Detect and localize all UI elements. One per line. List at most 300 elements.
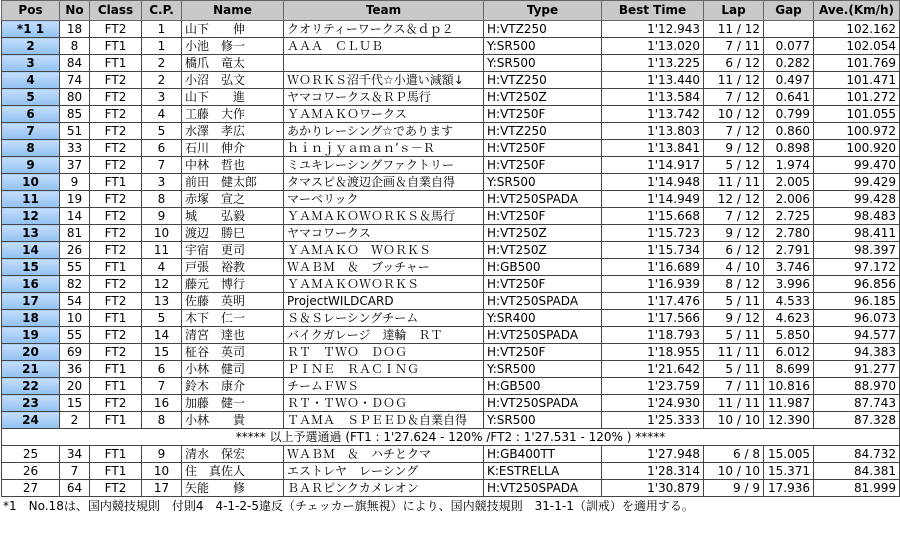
cell-ave: 101.471 <box>814 72 900 89</box>
table-row <box>2 72 900 89</box>
cell-lap: 7 / 12 <box>704 208 764 225</box>
cell-lap: 7 / 12 <box>704 123 764 140</box>
cell-type: Y:SR500 <box>484 55 602 72</box>
cell-pos: 10 <box>2 174 60 191</box>
table-row <box>2 327 900 344</box>
cell-no: 18 <box>60 21 90 38</box>
cell-team: ＴＡＭＡ ＳＰＥＥＤ＆自業自得 <box>284 412 484 429</box>
cell-team: Ｓ＆Ｓレーシングチーム <box>284 310 484 327</box>
cell-best-time: 1'13.742 <box>602 106 704 123</box>
table-row <box>2 361 900 378</box>
cell-best-time: 1'13.225 <box>602 55 704 72</box>
cell-team: ＷＯＲＫＳ沼千代☆小遣い減額↓ <box>284 72 484 89</box>
cell-type: H:VT250SPADA <box>484 191 602 208</box>
cell-pos: 5 <box>2 89 60 106</box>
cell-ave: 94.577 <box>814 327 900 344</box>
cell-cp: 14 <box>142 327 182 344</box>
cell-cp: 10 <box>142 463 182 480</box>
cell-class: FT1 <box>90 38 142 55</box>
cell-ave: 102.054 <box>814 38 900 55</box>
cell-best-time: 1'17.566 <box>602 310 704 327</box>
cell-name: 戸張 裕教 <box>182 259 284 276</box>
cell-best-time: 1'13.584 <box>602 89 704 106</box>
cell-type: H:GB400TT <box>484 446 602 463</box>
qualifying-cutoff-row <box>2 429 900 446</box>
header-team: Team <box>284 1 484 21</box>
cell-no: 33 <box>60 140 90 157</box>
cell-team: ＷＡＢＭ ＆ ハチとクマ <box>284 446 484 463</box>
cell-class: FT2 <box>90 106 142 123</box>
cell-ave: 98.411 <box>814 225 900 242</box>
cell-gap: 10.816 <box>764 378 814 395</box>
cell-no: 37 <box>60 157 90 174</box>
cell-class: FT2 <box>90 208 142 225</box>
cell-class: FT2 <box>90 276 142 293</box>
cell-class: FT2 <box>90 21 142 38</box>
cell-ave: 99.428 <box>814 191 900 208</box>
cell-name: 加藤 健一 <box>182 395 284 412</box>
cell-team: ＲＴ・ＴＷＯ・ＤＯＧ <box>284 395 484 412</box>
cell-gap: 4.533 <box>764 293 814 310</box>
cell-type: H:VT250F <box>484 157 602 174</box>
cell-cp: 2 <box>142 72 182 89</box>
table-row <box>2 89 900 106</box>
cell-type: Y:SR500 <box>484 412 602 429</box>
cell-type: H:GB500 <box>484 259 602 276</box>
cell-cp: 7 <box>142 157 182 174</box>
header-name: Name <box>182 1 284 21</box>
cell-class: FT1 <box>90 463 142 480</box>
cell-no: 8 <box>60 38 90 55</box>
cell-lap: 11 / 11 <box>704 344 764 361</box>
cell-no: 19 <box>60 191 90 208</box>
cell-best-time: 1'18.955 <box>602 344 704 361</box>
cell-team: マーベリック <box>284 191 484 208</box>
cell-pos: 8 <box>2 140 60 157</box>
cell-lap: 10 / 12 <box>704 106 764 123</box>
cell-team: ｈｉｎｊｙａｍａｎ’ｓ－Ｒ <box>284 140 484 157</box>
table-row <box>2 463 900 480</box>
cell-class: FT2 <box>90 123 142 140</box>
cell-class: FT2 <box>90 242 142 259</box>
cell-cp: 3 <box>142 174 182 191</box>
cell-type: Y:SR500 <box>484 361 602 378</box>
cell-gap: 0.077 <box>764 38 814 55</box>
cell-best-time: 1'17.476 <box>602 293 704 310</box>
header-ave: Ave.(Km/h) <box>814 1 900 21</box>
cell-team: ＡＡＡ ＣＬＵＢ <box>284 38 484 55</box>
cell-best-time: 1'16.939 <box>602 276 704 293</box>
table-row <box>2 446 900 463</box>
cell-cp: 13 <box>142 293 182 310</box>
cell-cp: 12 <box>142 276 182 293</box>
cell-lap: 7 / 11 <box>704 38 764 55</box>
cell-team: あかりレーシング☆であります <box>284 123 484 140</box>
cell-type: H:VT250SPADA <box>484 293 602 310</box>
cell-lap: 10 / 10 <box>704 412 764 429</box>
cell-lap: 5 / 11 <box>704 361 764 378</box>
table-row <box>2 276 900 293</box>
cell-pos: *1 1 <box>2 21 60 38</box>
cell-ave: 91.277 <box>814 361 900 378</box>
cell-class: FT1 <box>90 412 142 429</box>
cell-no: 51 <box>60 123 90 140</box>
cell-name: 山下 伸 <box>182 21 284 38</box>
cell-name: 水澤 孝広 <box>182 123 284 140</box>
cell-type: Y:SR500 <box>484 38 602 55</box>
cell-best-time: 1'14.949 <box>602 191 704 208</box>
cell-ave: 102.162 <box>814 21 900 38</box>
cell-gap: 6.012 <box>764 344 814 361</box>
table-row <box>2 140 900 157</box>
cell-gap: 3.996 <box>764 276 814 293</box>
qualifying-cutoff-text: ***** 以上予選通過 (FT1 : 1'27.624 - 120% /FT2 : 1'27.531 - 120% ) ***** <box>2 429 900 446</box>
cell-class: FT1 <box>90 446 142 463</box>
cell-cp: 6 <box>142 361 182 378</box>
cell-type: H:VT250Z <box>484 89 602 106</box>
cell-best-time: 1'15.668 <box>602 208 704 225</box>
cell-no: 2 <box>60 412 90 429</box>
cell-type: H:VT250F <box>484 140 602 157</box>
cell-ave: 84.732 <box>814 446 900 463</box>
cell-name: 清宮 達也 <box>182 327 284 344</box>
cell-gap <box>764 21 814 38</box>
table-row <box>2 480 900 497</box>
cell-cp: 11 <box>142 242 182 259</box>
cell-type: H:VT250SPADA <box>484 327 602 344</box>
cell-class: FT1 <box>90 55 142 72</box>
cell-gap: 0.799 <box>764 106 814 123</box>
cell-pos: 14 <box>2 242 60 259</box>
cell-pos: 7 <box>2 123 60 140</box>
cell-team: ヤマコワークス <box>284 225 484 242</box>
cell-type: H:VT250SPADA <box>484 395 602 412</box>
cell-no: 10 <box>60 310 90 327</box>
cell-type: Y:SR400 <box>484 310 602 327</box>
cell-cp: 4 <box>142 259 182 276</box>
cell-best-time: 1'23.759 <box>602 378 704 395</box>
cell-ave: 81.999 <box>814 480 900 497</box>
cell-type: H:VT250Z <box>484 242 602 259</box>
cell-ave: 96.073 <box>814 310 900 327</box>
cell-best-time: 1'21.642 <box>602 361 704 378</box>
cell-type: H:VTZ250 <box>484 123 602 140</box>
table-row <box>2 106 900 123</box>
cell-best-time: 1'18.793 <box>602 327 704 344</box>
cell-pos: 21 <box>2 361 60 378</box>
cell-class: FT1 <box>90 361 142 378</box>
table-row <box>2 225 900 242</box>
cell-team: ＷＡＢＭ ＆ ブッチャー <box>284 259 484 276</box>
cell-lap: 7 / 12 <box>704 89 764 106</box>
cell-lap: 5 / 11 <box>704 327 764 344</box>
cell-name: 住 真佐人 <box>182 463 284 480</box>
cell-ave: 101.055 <box>814 106 900 123</box>
results-sheet <box>1 0 899 515</box>
cell-name: 赤塚 宣之 <box>182 191 284 208</box>
cell-type: H:GB500 <box>484 378 602 395</box>
cell-name: 藤元 博行 <box>182 276 284 293</box>
cell-lap: 11 / 12 <box>704 21 764 38</box>
table-row <box>2 157 900 174</box>
cell-lap: 5 / 12 <box>704 157 764 174</box>
cell-best-time: 1'15.734 <box>602 242 704 259</box>
cell-no: 15 <box>60 395 90 412</box>
table-row <box>2 242 900 259</box>
cell-pos: 27 <box>2 480 60 497</box>
cell-pos: 18 <box>2 310 60 327</box>
cell-name: 木下 仁一 <box>182 310 284 327</box>
cell-lap: 9 / 12 <box>704 310 764 327</box>
footnote: *1 No.18は、国内競技規則 付則4 4-1-2-5違反（チェッカー旗無視）により、国内競技規則 31-1-1（訓戒）を適用する。 <box>3 499 694 513</box>
cell-no: 55 <box>60 327 90 344</box>
cell-class: FT2 <box>90 157 142 174</box>
header-class: Class <box>90 1 142 21</box>
cell-pos: 22 <box>2 378 60 395</box>
cell-gap: 5.850 <box>764 327 814 344</box>
cell-team: ＰＩＮＥ ＲＡＣＩＮＧ <box>284 361 484 378</box>
cell-best-time: 1'24.930 <box>602 395 704 412</box>
cell-lap: 10 / 10 <box>704 463 764 480</box>
cell-gap: 0.860 <box>764 123 814 140</box>
cell-pos: 24 <box>2 412 60 429</box>
cell-cp: 1 <box>142 21 182 38</box>
cell-type: K:ESTRELLA <box>484 463 602 480</box>
cell-pos: 13 <box>2 225 60 242</box>
cell-type: H:VTZ250 <box>484 72 602 89</box>
cell-gap: 17.936 <box>764 480 814 497</box>
cell-team: エストレヤ レーシング <box>284 463 484 480</box>
cell-team: ＹＡＭＡＫＯＷＯＲＫＳ <box>284 276 484 293</box>
cell-no: 34 <box>60 446 90 463</box>
cell-lap: 6 / 12 <box>704 55 764 72</box>
cell-best-time: 1'30.879 <box>602 480 704 497</box>
header-no: No <box>60 1 90 21</box>
cell-lap: 6 / 12 <box>704 242 764 259</box>
cell-class: FT1 <box>90 310 142 327</box>
cell-team: ＹＡＭＡＫＯＷＯＲＫＳ＆馬行 <box>284 208 484 225</box>
cell-name: 山下 進 <box>182 89 284 106</box>
cell-no: 20 <box>60 378 90 395</box>
cell-type: H:VT250F <box>484 208 602 225</box>
cell-name: 小林 健司 <box>182 361 284 378</box>
table-row <box>2 412 900 429</box>
cell-pos: 15 <box>2 259 60 276</box>
cell-best-time: 1'13.803 <box>602 123 704 140</box>
cell-type: H:VTZ250 <box>484 21 602 38</box>
table-row <box>2 208 900 225</box>
header-gap: Gap <box>764 1 814 21</box>
cell-cp: 8 <box>142 412 182 429</box>
cell-ave: 87.743 <box>814 395 900 412</box>
cell-best-time: 1'28.314 <box>602 463 704 480</box>
cell-best-time: 1'13.020 <box>602 38 704 55</box>
cell-no: 80 <box>60 89 90 106</box>
cell-cp: 7 <box>142 378 182 395</box>
cell-cp: 3 <box>142 89 182 106</box>
cell-no: 69 <box>60 344 90 361</box>
cell-gap: 15.005 <box>764 446 814 463</box>
cell-class: FT2 <box>90 327 142 344</box>
cell-type: H:VT250F <box>484 344 602 361</box>
cell-best-time: 1'15.723 <box>602 225 704 242</box>
cell-cp: 6 <box>142 140 182 157</box>
cell-lap: 4 / 10 <box>704 259 764 276</box>
cell-pos: 11 <box>2 191 60 208</box>
cell-name: 渡辺 勝巳 <box>182 225 284 242</box>
cell-name: 工藤 大作 <box>182 106 284 123</box>
cell-ave: 98.483 <box>814 208 900 225</box>
cell-gap: 1.974 <box>764 157 814 174</box>
table-row <box>2 38 900 55</box>
table-row <box>2 293 900 310</box>
cell-pos: 23 <box>2 395 60 412</box>
cell-name: 矢能 修 <box>182 480 284 497</box>
cell-team: ヤマコワークス＆ＲＰ馬行 <box>284 89 484 106</box>
cell-best-time: 1'13.841 <box>602 140 704 157</box>
cell-name: 鈴木 康介 <box>182 378 284 395</box>
cell-ave: 88.970 <box>814 378 900 395</box>
cell-cp: 9 <box>142 208 182 225</box>
cell-lap: 8 / 12 <box>704 276 764 293</box>
cell-best-time: 1'12.943 <box>602 21 704 38</box>
cell-ave: 98.397 <box>814 242 900 259</box>
non-qualified-rows <box>2 446 900 497</box>
cell-no: 74 <box>60 72 90 89</box>
cell-lap: 7 / 11 <box>704 378 764 395</box>
cell-team: ＢＡＲピンクカメレオン <box>284 480 484 497</box>
cell-team: ミユキレーシングファクトリー <box>284 157 484 174</box>
cell-gap: 12.390 <box>764 412 814 429</box>
cell-pos: 4 <box>2 72 60 89</box>
cell-class: FT1 <box>90 174 142 191</box>
cell-ave: 96.185 <box>814 293 900 310</box>
cell-team: ＹＡＭＡＫＯワークス <box>284 106 484 123</box>
cell-class: FT2 <box>90 344 142 361</box>
cell-cp: 2 <box>142 55 182 72</box>
cell-class: FT2 <box>90 72 142 89</box>
cell-cp: 15 <box>142 344 182 361</box>
cell-type: H:VT250F <box>484 276 602 293</box>
cell-name: 清水 保宏 <box>182 446 284 463</box>
header-type: Type <box>484 1 602 21</box>
cell-cp: 8 <box>142 191 182 208</box>
cell-ave: 84.381 <box>814 463 900 480</box>
cell-gap: 2.725 <box>764 208 814 225</box>
cell-team: ＹＡＭＡＫＯ ＷＯＲＫＳ <box>284 242 484 259</box>
cell-best-time: 1'14.948 <box>602 174 704 191</box>
cell-lap: 9 / 12 <box>704 225 764 242</box>
cell-cp: 16 <box>142 395 182 412</box>
cell-ave: 97.172 <box>814 259 900 276</box>
cell-cp: 5 <box>142 123 182 140</box>
table-row <box>2 378 900 395</box>
cell-name: 小林 貴 <box>182 412 284 429</box>
header-best-time: Best Time <box>602 1 704 21</box>
cell-pos: 2 <box>2 38 60 55</box>
cell-team: タマスピ＆渡辺企画＆自業自得 <box>284 174 484 191</box>
cell-team: クオリティーワークス＆ｄｐ２ <box>284 21 484 38</box>
qualifying-results-table <box>1 0 900 497</box>
cell-class: FT2 <box>90 293 142 310</box>
table-row <box>2 191 900 208</box>
header-row <box>2 1 900 21</box>
cell-name: 小池 修一 <box>182 38 284 55</box>
cell-cp: 1 <box>142 38 182 55</box>
cell-pos: 6 <box>2 106 60 123</box>
header-pos: Pos <box>2 1 60 21</box>
cell-class: FT2 <box>90 395 142 412</box>
cell-name: 佐藤 英明 <box>182 293 284 310</box>
cell-lap: 11 / 11 <box>704 395 764 412</box>
cell-no: 54 <box>60 293 90 310</box>
cell-name: 橋爪 竜太 <box>182 55 284 72</box>
table-row <box>2 174 900 191</box>
cell-gap: 2.780 <box>764 225 814 242</box>
cell-class: FT1 <box>90 378 142 395</box>
cell-gap: 4.623 <box>764 310 814 327</box>
cell-lap: 11 / 12 <box>704 72 764 89</box>
cell-cp: 9 <box>142 446 182 463</box>
cell-lap: 6 / 8 <box>704 446 764 463</box>
table-row <box>2 395 900 412</box>
cell-name: 小沼 弘文 <box>182 72 284 89</box>
cell-name: 前田 健太郎 <box>182 174 284 191</box>
table-row <box>2 123 900 140</box>
cell-no: 85 <box>60 106 90 123</box>
cell-pos: 12 <box>2 208 60 225</box>
cell-name: 城 弘毅 <box>182 208 284 225</box>
cell-class: FT2 <box>90 140 142 157</box>
cell-no: 14 <box>60 208 90 225</box>
cell-ave: 99.470 <box>814 157 900 174</box>
cell-no: 7 <box>60 463 90 480</box>
cell-cp: 17 <box>142 480 182 497</box>
cell-no: 64 <box>60 480 90 497</box>
cell-pos: 25 <box>2 446 60 463</box>
cell-no: 82 <box>60 276 90 293</box>
header-lap: Lap <box>704 1 764 21</box>
cell-ave: 99.429 <box>814 174 900 191</box>
cell-no: 55 <box>60 259 90 276</box>
cell-lap: 11 / 11 <box>704 174 764 191</box>
cell-best-time: 1'16.689 <box>602 259 704 276</box>
cell-type: H:VT250Z <box>484 225 602 242</box>
cell-team: チームＦＷＳ <box>284 378 484 395</box>
cell-ave: 94.383 <box>814 344 900 361</box>
cell-gap: 3.746 <box>764 259 814 276</box>
cell-lap: 5 / 11 <box>704 293 764 310</box>
cell-pos: 26 <box>2 463 60 480</box>
cell-pos: 9 <box>2 157 60 174</box>
cell-lap: 9 / 9 <box>704 480 764 497</box>
cell-team: ＲＴ ＴＷＯ ＤＯＧ <box>284 344 484 361</box>
cell-name: 石川 伸介 <box>182 140 284 157</box>
cell-ave: 96.856 <box>814 276 900 293</box>
cell-gap: 15.371 <box>764 463 814 480</box>
cell-no: 9 <box>60 174 90 191</box>
cell-gap: 0.497 <box>764 72 814 89</box>
cell-type: H:VT250SPADA <box>484 480 602 497</box>
cell-no: 84 <box>60 55 90 72</box>
cell-name: 宇宿 更司 <box>182 242 284 259</box>
cell-gap: 8.699 <box>764 361 814 378</box>
cell-team: バイクガレージ 達輪 ＲＴ <box>284 327 484 344</box>
table-row <box>2 310 900 327</box>
cell-no: 36 <box>60 361 90 378</box>
cell-gap: 2.791 <box>764 242 814 259</box>
cell-name: 柾谷 英司 <box>182 344 284 361</box>
